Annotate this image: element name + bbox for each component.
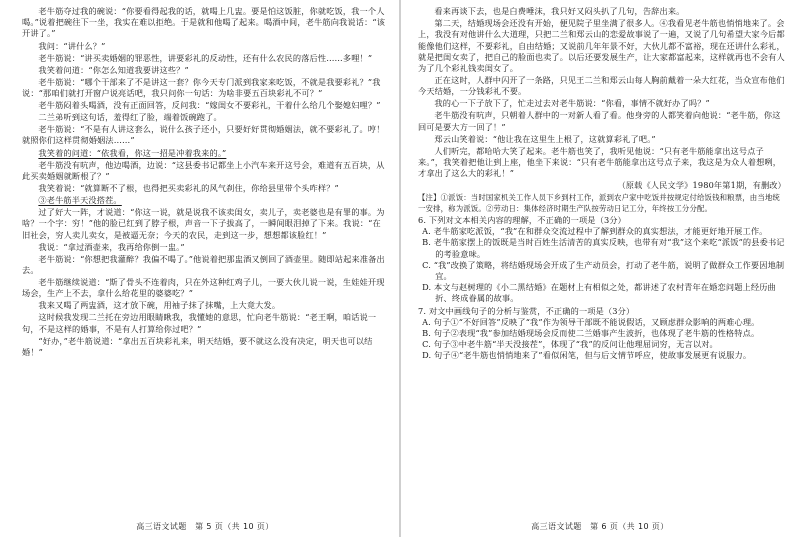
source-citation: （原载《人民文学》1980年第1期，有删改） <box>617 180 786 191</box>
left-text-body <box>22 6 386 358</box>
paragraph: 老牛筋闷着头喝酒，没有正面回答，反问我：“嫁闺女不要彩礼，干着什么给几个娶媳妇哩？” <box>38 100 381 111</box>
answer-option: C. “我”改换了策略，将结婚现场会开成了生产动员会，打动了老牛筋，说明了做群众工作要因地制宜。 <box>422 259 785 281</box>
paragraph: 我笑着问道：“你怎么知道我要讲这些？” <box>38 64 189 75</box>
right-text-body <box>418 6 786 179</box>
paragraph: 老牛筋说：“哪个干部来了不是讲这一套？你今天专门派到我家来吃饭，不就是我要彩礼？”我说：“那咱们就打开窗户说亮话吧，我只问你一句话：为啥非要五百块彩礼不可？” <box>22 76 381 98</box>
question-stem: 7. 对文中画线句子的分析与鉴赏，不正确的一项是（3分） <box>418 305 635 316</box>
right-page <box>400 0 800 537</box>
paragraph: 老牛筋继续说道：“斯了骨头不连着肉，只在外这种红鸡子儿，一要大伙儿说一说，生娃娃开现场会，生产上不去，拿什么给花里的婆婆吃？” <box>22 277 385 299</box>
questions-block <box>418 215 786 362</box>
paragraph: 我问：“讲什么？” <box>38 40 106 51</box>
paragraph: “好办，”老牛筋说道：“拿出五百块彩礼来，明天结婚，要不就这么没有决定，明天也可以结婚！” <box>22 335 373 357</box>
paragraph: 郑云山笑着说：“他让我在这里生上根了，这就算彩礼了吧。” <box>434 133 656 144</box>
answer-option: A. 老牛筋家吃派饭，“我”在和群众交流过程中了解到群众的真实想法，才能更好地开展工作。 <box>422 226 768 237</box>
right-page-footer: 高三语文试题 第 6 页（共 10 页） <box>531 522 669 531</box>
paragraph: 老牛筋夺过我的碗说：“你要看得起我的话，就喝上几盅。要是怕这饭脏，你就吃饭，我一个人喝。”说着把碗往下一坐，我实在难以拒绝。于是就和他喝了起来。喝酒中间，老牛筋向我说话：“该开讲了。” <box>22 6 386 39</box>
footnote: 【注】①派饭：当时国家机关工作人员下乡到村工作，派到农户家中吃饭并按规定付给饭钱和粮票，由当地统一安排，称为派饭。②劳动日：集体经济时期生产队按劳动日记工分，年终按工分分配。 <box>418 193 780 213</box>
answer-option: B. 老牛筋家摆上的饭既是当时百姓生活清苦的真实反映，也带有对“我”这个来吃“派饭”的县委书记的考验意味。 <box>422 237 785 259</box>
answer-option: C. 句子③中老牛筋“半天没接茬”，体现了“我”的反问让他理屈词穷，无言以对。 <box>422 339 718 350</box>
paragraph: 正在这时，人群中闪开了一条路，只见王二兰和郑云山每人胸前戴着一朵大红花，当众宣布他们今天结婚，一分钱彩礼不要。 <box>418 75 785 97</box>
paragraph: 二兰弟听到这句话，羞得红了脸，端着饭碗跑了。 <box>38 112 222 123</box>
paragraph: 老牛筋说：“讲买卖婚姻的罪恶性，讲要彩礼的反动性，还有什么农民的落后性……多哩！” <box>38 52 373 63</box>
paragraph: 我笑着的问道：“依我看，你这一招是冲着我来的。” <box>38 147 227 158</box>
paragraph: 过了好大一阵，才说道：“你这一说，就是说我不该卖闺女，卖儿子，卖老婆也是有罪的事。为啥？一个字：穷！”他的脸已红到了脖子根，声音一下子拔高了，一瞬间眼泪掉了下来。我说：“在旧社会，穷人卖儿卖女，是被逼无奈；今天的农民，走到这一步，想想都该脸红！” <box>22 207 385 240</box>
paragraph: 人们听完，都哈哈大笑了起来。老牛筋也笑了，我听见他说：“只有老牛筋能拿出这号点子来。”，我笑着把他让到上座，他坐下来说：“只有老牛筋能拿出这号点子来，我这是为众人着想咧，才拿出了这么大的彩礼！” <box>418 145 782 179</box>
paragraph: 老牛筋说：“你想把我灌醉？我偏不喝了。”他说着把那盅酒又倒回了酒壶里。随即站起来准备出去。 <box>22 253 385 275</box>
paragraph: 我说：“拿过酒壶来，我再给你倒一盅。” <box>38 241 185 252</box>
left-page-footer: 高三语文试题 第 5 页（共 10 页） <box>136 522 274 531</box>
paragraph: 老牛筋说：“不是有人讲这套么，说什么孩子还小，只要好好贯彻婚姻法，就不要彩礼了。哼！就照你们这样贯彻婚姻法……” <box>22 124 385 146</box>
paragraph: 老牛筋没有吭声，他边喝酒，边说：“这县委书记都坐上小汽车来开这号会，难道有五百块，从此买卖婚姻就断根了？” <box>22 159 385 181</box>
paragraph: 这时候我发现二兰托在旁边用眼睛瞅我，我懂她的意思，忙向老牛筋说：“老王啊，咱话说一句，不是这样的婚事，不是有人打算给你过吧？” <box>22 312 377 334</box>
answer-option: B. 句子②表现“我”参加结婚现场会反而使二兰婚事产生波折，也体现了老牛筋的性格特点。 <box>422 327 760 338</box>
paragraph: 我来又喝了两盅酒，这才放下碗，用袖子抹了抹嘴，上大竟大发。 <box>38 300 281 311</box>
paragraph: 老牛筋没有吭声，只朝着人群中的一对新人看了看。他身旁的人都笑着向他说：“老牛筋，你这回可是要大方一回了！” <box>418 110 781 132</box>
paragraph: 我的心一下子放下了，忙走过去对老牛筋说：“你看，事情不就好办了吗？” <box>434 98 710 109</box>
paragraph: 我笑着说：“就算断不了根，也得把买卖彩礼的风气刹住，你给县里带个头咋样？” <box>38 182 339 193</box>
paragraph: 看来再谈下去，也是白费唾沫，我只好又闷头扒了几句，告辞出来。 <box>434 6 685 16</box>
paragraph: ③老牛筋半天没搭茬。 <box>38 195 122 206</box>
paragraph: 第二天，结婚现场会还没有开始，便见院子里坐满了很多人。④我看见老牛筋也悄悄地来了。会上，我没有对他讲什么大道理，只把二兰和郑云山的恋爱故事说了一遍，又说了几句希望大家今后都能像他们这样，不要彩礼，自由结婚；又说前几年年景不好，大伙儿都不富裕，现在还讲什么彩礼，就是把闺女卖了，把自己的脸面也卖了。以后还要发展生产，让大家都富起来，这样就再也不会有人为了几个彩礼钱卖闺女了。 <box>418 18 785 73</box>
answer-option: D. 句子④“老牛筋也悄悄地来了”看似闲笔，但与后文情节呼应，使故事发展更有说服力。 <box>422 350 752 361</box>
answer-option: D. 本文与赵树理的《小二黑结婚》在题材上有相似之处，都讲述了农村青年在婚恋问题上经历曲折、终成眷属的故事。 <box>422 282 776 304</box>
answer-option: A. 句子①“不好回答”反映了“我”作为领导干部既不能说假话，又顾虑群众影响的两难心理。 <box>422 316 760 327</box>
question-stem: 6. 下列对文本相关内容的理解，不正确的一项是（3分） <box>418 214 626 225</box>
